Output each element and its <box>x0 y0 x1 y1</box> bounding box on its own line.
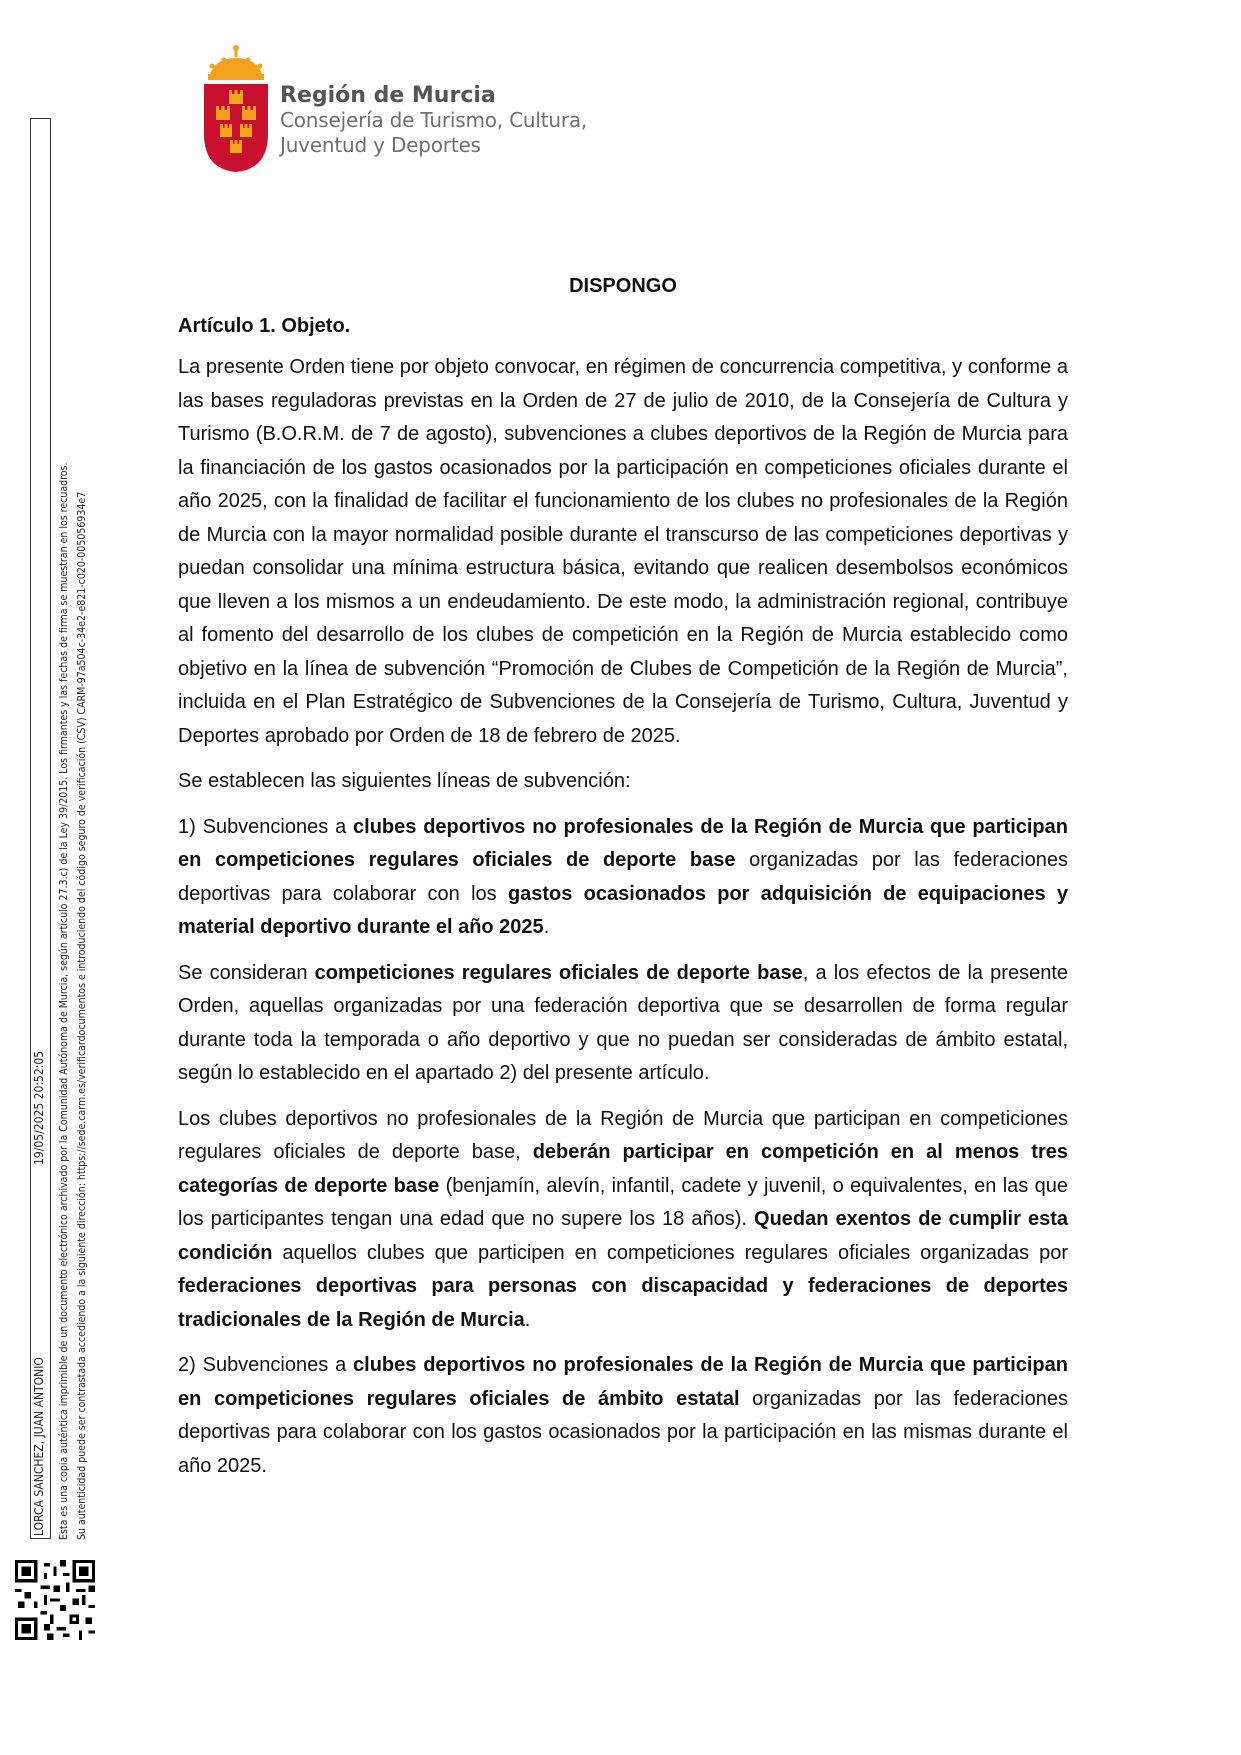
document-body <box>178 270 1068 1495</box>
verification-notice: Su autenticidad puede ser contrastada accediendo a la siguiente dirección: https://sede.carm.es/verificardocumentos e introduciendo del código seguro de verificación (CSV) CARM-97a504c-34e2-e821-c020-005056934e7 <box>76 491 88 1540</box>
paragraph-linea-1: 1) Subvenciones a clubes deportivos no profesionales de la Región de Murcia que participan en competiciones regulares oficiales de deporte base organizadas por las federaciones deportivas para colaborar con los gastos ocasionados por adquisición de equipaciones y material deportivo durante el año 2025. <box>178 815 1068 938</box>
signature-datetime: 19/05/2025 20:52:05 <box>32 1050 46 1165</box>
organization-name <box>280 84 587 158</box>
signature-stamp-box <box>30 118 51 1539</box>
region-de-murcia-coat-of-arms-logo <box>196 44 276 174</box>
org-region-name: Región de Murcia <box>280 83 496 108</box>
paragraph-lineas-intro: Se establecen las siguientes líneas de subvención: <box>178 770 631 792</box>
org-department-line2: Juventud y Deportes <box>280 133 481 157</box>
paragraph-linea-2: 2) Subvenciones a clubes deportivos no profesionales de la Región de Murcia que participan en competiciones regulares oficiales de ámbito estatal organizadas por las federaciones deportivas para colaborar con los gastos ocasionados por la participación en las mismas durante el año 2025. <box>178 1354 1068 1477</box>
section-heading: DISPONGO <box>569 275 677 297</box>
signer-name: LORCA SANCHEZ, JUAN ANTONIO <box>32 1357 46 1536</box>
article-title: Artículo 1. Objeto. <box>178 314 351 337</box>
qr-code-icon <box>15 1560 95 1640</box>
org-department-line1: Consejería de Turismo, Cultura, <box>280 108 588 132</box>
authenticity-notice: Esta es una copia auténtica imprimible de un documento electrónico archivado por la Comunidad Autónoma de Murcia, según artículo 27.3.c) de la Ley 39/2015. Los firmantes y las fechas de firma se muestran en los recuadros. <box>58 462 70 1540</box>
paragraph-requisitos: Los clubes deportivos no profesionales de la Región de Murcia que participan en competiciones regulares oficiales de deporte base, deberán participar en competición en al menos tres categorías de deporte base (benjamín, alevín, infantil, cadete y juvenil, o equivalentes, en las que los participantes tengan una edad que no supere los 18 años). Quedan exentos de cumplir esta condición aquellos clubes que participen en competiciones regulares oficiales organizadas por federaciones deportivas para personas con discapacidad y federaciones de deportes tradicionales de la Región de Murcia. <box>178 1107 1068 1331</box>
paragraph-objeto: La presente Orden tiene por objeto convocar, en régimen de concurrencia competitiva, y conforme a las bases reguladoras previstas en la Orden de 27 de julio de 2010, de la Consejería de Cultura y Turismo (B.O.R.M. de 7 de agosto), subvenciones a clubes deportivos de la Región de Murcia para la financiación de los gastos ocasionados por la participación en competiciones oficiales durante el año 2025, con la finalidad de facilitar el funcionamiento de los clubes no profesionales de la Región de Murcia con la mayor normalidad posible durante el transcurso de las competiciones deportivas y puedan consolidar una mínima estructura básica, evitando que realicen desembolsos económicos que lleven a los mismos a un endeudamiento. De este modo, la administración regional, contribuye al fomento del desarrollo de los clubes de competición en la Región de Murcia establecido como objetivo en la línea de subvención “Promoción de Clubes de Competición de la Región de Murcia”, incluida en el Plan Estratégico de Subvenciones de la Consejería de Turismo, Cultura, Juventud y Deportes aprobado por Orden de 18 de febrero de 2025. <box>178 356 1068 747</box>
paragraph-deporte-base-definition: Se consideran competiciones regulares oficiales de deporte base, a los efectos de la presente Orden, aquellas organizadas por una federación deportiva que se desarrollen de forma regular durante toda la temporada o año deportivo y que no puedan ser consideradas de ámbito estatal, según lo establecido en el apartado 2) del presente artículo. <box>178 961 1069 1084</box>
signature-stamp-divider <box>50 118 51 1539</box>
